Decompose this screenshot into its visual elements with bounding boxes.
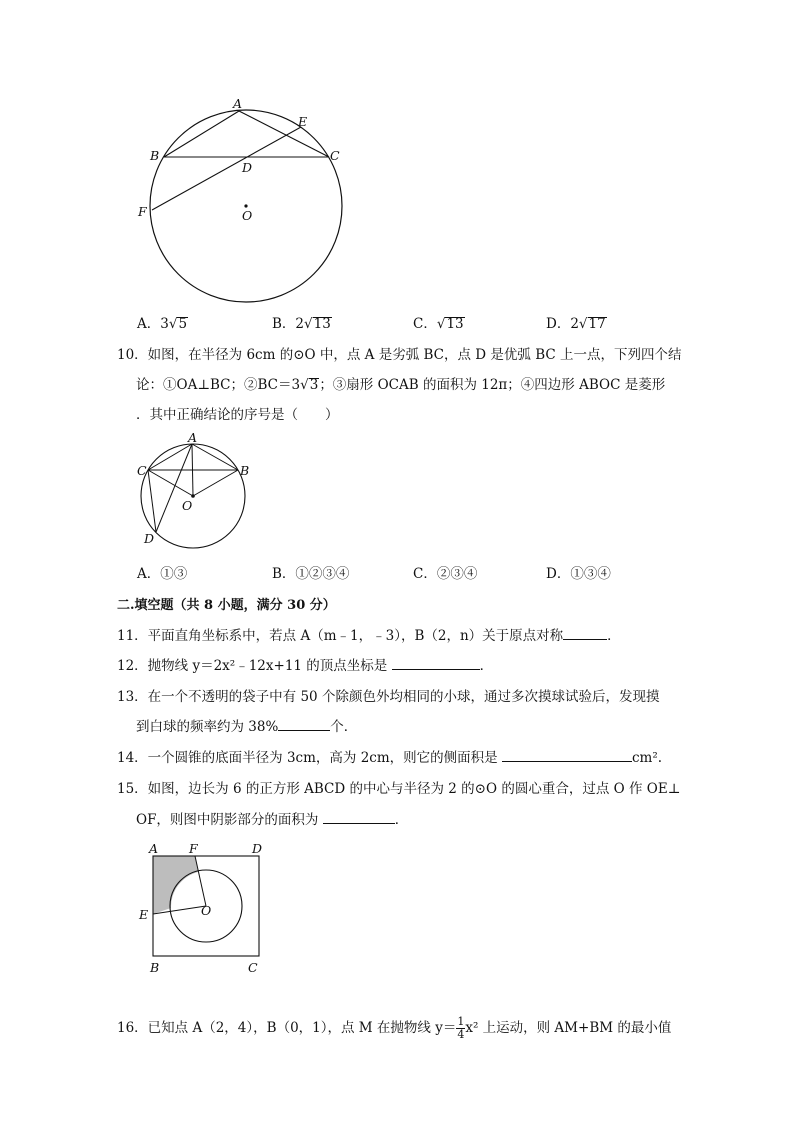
seg-ca [148,444,192,470]
seg-oa [192,444,193,496]
q13-line2: 到白球的频率约为 38% 个． [136,719,358,735]
figure-q15-square [133,838,268,978]
chord-fe [152,127,301,210]
q13-line1: 13．在一个不透明的袋子中有 50 个除颜色外均相同的小球，通过多次摸球试验后，发现摸 [117,689,660,705]
label-o: O [201,903,212,918]
label-c: C [137,463,147,478]
q15-line2: OF，则图中阴影部分的面积为 ． [136,812,409,828]
q11-answer-blank[interactable] [563,627,607,640]
q10-option-a[interactable]: A．①③ [137,566,188,582]
label-a: A [149,841,159,856]
q9-option-d[interactable]: D．2√17 [546,316,606,332]
q10-line1: 10．如图，在半径为 6cm 的⊙O 中，点 A 是劣弧 BC，点 D 是优弧 BC 上一点，下列四个结 [117,347,682,363]
q10-option-c[interactable]: C．②③④ [413,566,478,582]
q10-option-b[interactable]: B．①②③④ [272,566,350,582]
label-o: O [242,208,253,223]
label-b: B [150,960,160,975]
label-c: C [248,960,258,975]
label-d: D [242,160,253,175]
shaded-region [153,856,198,914]
seg-co [148,470,193,496]
q16: 16．已知点 A（2，4），B（0，1），点 M 在抛物线 y＝ $\frac{1}{4}$ x² 上运动，则 AM+BM 的最小值 [117,1015,672,1041]
q12-answer-blank[interactable] [392,657,480,670]
seg-of [195,856,206,906]
q14-answer-blank[interactable] [502,749,632,762]
q9-option-a[interactable]: A．3√5 [137,316,188,332]
q10-line3: ．其中正确结论的序号是（ ） [136,407,339,423]
label-e: E [298,114,308,129]
seg-cd [148,470,156,532]
label-d: D [144,531,155,546]
section-fill-in-heading: 二.填空题（共 8 小题，满分 30 分） [117,598,336,613]
seg-ab [192,444,238,470]
label-a: A [188,430,198,445]
label-c: C [330,148,340,163]
q15-line1: 15．如图，边长为 6 的正方形 ABCD 的中心与半径为 2 的⊙O 的圆心重合，过点 O 作 OE⊥ [117,781,681,797]
label-o: O [182,498,193,513]
label-a: A [233,96,243,111]
q12: 12．抛物线 y＝2x²﹣12x+11 的顶点坐标是 ． [117,658,494,674]
q10-line2: 论：①OA⊥BC；②BC＝3√3；③扇形 OCAB 的面积为 12π；④四边形 ABOC 是菱形 [136,377,666,393]
q9-option-b[interactable]: B．2√13 [272,316,331,332]
chord-ab [164,111,239,157]
seg-ad [156,444,192,532]
q13-answer-blank[interactable] [278,718,330,731]
label-b: B [240,463,250,478]
q9-option-c[interactable]: C．√13 [413,316,464,332]
seg-ob [193,470,238,496]
label-f: F [138,204,147,219]
label-d: D [252,841,263,856]
label-b: B [150,148,160,163]
figure-q9-circle [130,92,360,307]
figure-q10-circle [132,428,257,553]
q10-option-d[interactable]: D．①③④ [546,566,611,582]
q14: 14．一个圆锥的底面半径为 3cm，高为 2cm，则它的侧面积是 cm². [117,750,663,766]
label-e: E [139,907,149,922]
q15-answer-blank[interactable] [323,811,395,824]
q11: 11．平面直角坐标系中，若点 A（m﹣1，﹣3），B（2，n）关于原点对称 ． [117,628,621,644]
label-f: F [189,841,198,856]
fraction-one-quarter: $\frac{1}{4}$ [457,1015,465,1041]
